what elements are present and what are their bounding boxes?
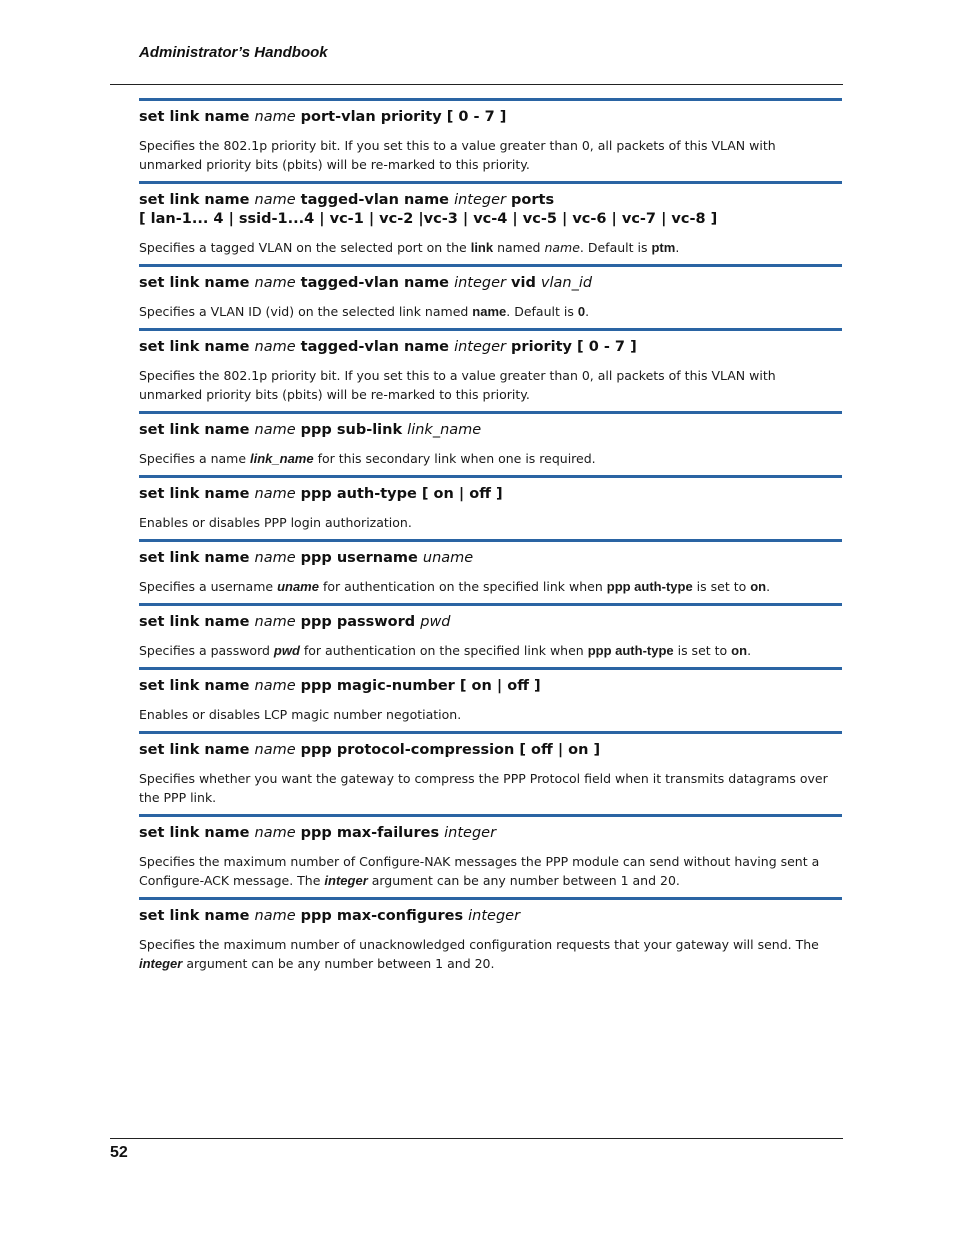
desc-bold: on bbox=[731, 643, 748, 658]
cmd-text: ppp username bbox=[295, 550, 423, 566]
cmd-param: name bbox=[254, 275, 296, 291]
desc-text: is set to bbox=[692, 579, 751, 594]
desc-text: Specifies the 802.1p priority bit. If you set this to a value greater than 0, all packets of this VLAN with unmarked priority bits (pbits) will be re-marked to this priority. bbox=[139, 368, 776, 402]
desc-text: is set to bbox=[673, 643, 732, 658]
desc-text: . bbox=[766, 579, 771, 594]
running-header-title: Administrator’s Handbook bbox=[139, 44, 328, 61]
desc-bold: on bbox=[750, 579, 767, 594]
cmd-param: name bbox=[254, 908, 296, 924]
cmd-text: ppp sub-link bbox=[295, 422, 408, 438]
cmd-text: set link name bbox=[139, 192, 255, 208]
cmd-param: name bbox=[254, 422, 296, 438]
desc-text: named bbox=[493, 240, 545, 255]
cmd-param: integer bbox=[454, 339, 506, 355]
entry-ppp-username bbox=[139, 539, 842, 603]
cmd-param: name bbox=[254, 614, 296, 630]
cmd-text: ppp auth-type [ on | off ] bbox=[295, 486, 503, 502]
cmd-param: name bbox=[254, 678, 296, 694]
cmd-param: name bbox=[254, 742, 296, 758]
cmd-text: port-vlan priority [ 0 - 7 ] bbox=[295, 109, 507, 125]
command-description bbox=[139, 302, 842, 321]
cmd-text: set link name bbox=[139, 339, 255, 355]
cmd-text: set link name bbox=[139, 825, 255, 841]
entry-tagged-vlan-vid bbox=[139, 264, 842, 328]
desc-text: Specifies the maximum number of Configure-NAK messages the PPP module can send without having sent a Configure-ACK message. The bbox=[139, 854, 820, 888]
entry-ppp-sub-link bbox=[139, 411, 842, 475]
cmd-text: ports bbox=[505, 192, 555, 208]
command-description bbox=[139, 513, 842, 532]
command-description bbox=[139, 366, 842, 404]
command-description bbox=[139, 577, 842, 596]
cmd-text: vid bbox=[505, 275, 541, 291]
desc-italic: name bbox=[544, 240, 580, 255]
cmd-text: ppp max-failures bbox=[295, 825, 445, 841]
desc-text: Specifies the 802.1p priority bit. If you set this to a value greater than 0, all packets of this VLAN with unmarked priority bits (pbits) will be re-marked to this priority. bbox=[139, 138, 776, 172]
entry-tagged-vlan-priority bbox=[139, 328, 842, 411]
cmd-text: ppp protocol-compression [ off | on ] bbox=[295, 742, 601, 758]
cmd-param: integer bbox=[468, 908, 521, 924]
command-description bbox=[139, 852, 842, 890]
command-description bbox=[139, 136, 842, 174]
desc-bold: ppp auth-type bbox=[587, 643, 674, 658]
entry-ppp-max-configures bbox=[139, 897, 842, 980]
entry-ppp-auth-type bbox=[139, 475, 842, 539]
command-syntax bbox=[139, 677, 842, 696]
command-syntax bbox=[139, 421, 842, 440]
desc-text: for authentication on the specified link when bbox=[299, 643, 588, 658]
command-syntax bbox=[139, 108, 842, 127]
cmd-text: tagged-vlan name bbox=[295, 339, 455, 355]
desc-text: for this secondary link when one is required. bbox=[313, 451, 596, 466]
command-syntax bbox=[139, 485, 842, 504]
command-description bbox=[139, 935, 842, 973]
desc-text: Specifies a name bbox=[139, 451, 251, 466]
cmd-text: set link name bbox=[139, 109, 255, 125]
desc-text: for authentication on the specified link when bbox=[318, 579, 607, 594]
desc-text: Specifies a tagged VLAN on the selected port on the bbox=[139, 240, 471, 255]
cmd-text: set link name bbox=[139, 678, 255, 694]
command-syntax bbox=[139, 338, 842, 357]
desc-text: . bbox=[675, 240, 680, 255]
desc-bold: link bbox=[470, 240, 494, 255]
desc-bold-italic: integer bbox=[324, 873, 368, 888]
command-syntax bbox=[139, 549, 842, 568]
cmd-param: name bbox=[254, 486, 296, 502]
command-syntax bbox=[139, 741, 842, 760]
desc-text: argument can be any number between 1 and 20. bbox=[182, 956, 495, 971]
cmd-param: integer bbox=[454, 275, 506, 291]
cmd-text: priority [ 0 - 7 ] bbox=[505, 339, 637, 355]
entry-tagged-vlan-ports bbox=[139, 181, 842, 264]
desc-bold-italic: uname bbox=[277, 579, 319, 594]
cmd-param: integer bbox=[454, 192, 506, 208]
command-description bbox=[139, 449, 842, 468]
cmd-text: set link name bbox=[139, 614, 255, 630]
cmd-param: name bbox=[254, 109, 296, 125]
desc-text: . bbox=[747, 643, 752, 658]
cmd-param: integer bbox=[444, 825, 497, 841]
desc-text: . Default is bbox=[506, 304, 578, 319]
command-syntax bbox=[139, 613, 842, 632]
command-reference-list bbox=[139, 98, 842, 980]
desc-bold-italic: pwd bbox=[273, 643, 300, 658]
desc-text: Specifies the maximum number of unacknowledged configuration requests that your gateway will send. The bbox=[139, 937, 819, 952]
desc-text: Specifies a password bbox=[139, 643, 274, 658]
page-number: 52 bbox=[110, 1144, 128, 1161]
desc-text: argument can be any number between 1 and 20. bbox=[367, 873, 680, 888]
entry-ppp-max-failures bbox=[139, 814, 842, 897]
desc-text: Specifies a username bbox=[139, 579, 278, 594]
cmd-text: [ lan-1... 4 | ssid-1...4 | vc-1 | vc-2 |vc-3 | vc-4 | vc-5 | vc-6 | vc-7 | vc-8 ] bbox=[139, 211, 718, 227]
header-rule bbox=[110, 84, 843, 85]
command-description bbox=[139, 769, 842, 807]
cmd-text: set link name bbox=[139, 275, 255, 291]
cmd-text: tagged-vlan name bbox=[295, 275, 455, 291]
cmd-text: set link name bbox=[139, 486, 255, 502]
command-syntax bbox=[139, 907, 842, 926]
desc-text: Specifies a VLAN ID (vid) on the selected link named bbox=[139, 304, 473, 319]
entry-ppp-magic-number bbox=[139, 667, 842, 731]
desc-text: . bbox=[585, 304, 590, 319]
desc-text: . Default is bbox=[579, 240, 652, 255]
desc-bold: name bbox=[472, 304, 507, 319]
cmd-param: vlan_id bbox=[540, 275, 593, 291]
command-description bbox=[139, 705, 842, 724]
cmd-text: ppp magic-number [ on | off ] bbox=[295, 678, 541, 694]
command-description bbox=[139, 641, 842, 660]
cmd-text: tagged-vlan name bbox=[295, 192, 455, 208]
cmd-param: name bbox=[254, 339, 296, 355]
desc-text: Specifies whether you want the gateway to compress the PPP Protocol field when it transmits datagrams over the PPP link. bbox=[139, 771, 828, 805]
cmd-param: name bbox=[254, 825, 296, 841]
cmd-param: uname bbox=[422, 550, 474, 566]
command-description bbox=[139, 238, 842, 257]
cmd-text: ppp max-configures bbox=[295, 908, 469, 924]
entry-ppp-password bbox=[139, 603, 842, 667]
desc-text: Enables or disables LCP magic number negotiation. bbox=[139, 707, 462, 722]
footer-rule bbox=[110, 1138, 843, 1139]
entry-ppp-protocol-compression bbox=[139, 731, 842, 814]
desc-bold: ppp auth-type bbox=[606, 579, 693, 594]
cmd-param: link_name bbox=[407, 422, 482, 438]
entry-port-vlan-priority bbox=[139, 98, 842, 181]
cmd-text: ppp password bbox=[295, 614, 421, 630]
desc-bold: 0 bbox=[577, 304, 586, 319]
desc-bold: ptm bbox=[651, 240, 676, 255]
cmd-text: set link name bbox=[139, 550, 255, 566]
desc-bold-italic: integer bbox=[139, 956, 183, 971]
command-syntax bbox=[139, 824, 842, 843]
desc-text: Enables or disables PPP login authorization. bbox=[139, 515, 412, 530]
cmd-text: set link name bbox=[139, 908, 255, 924]
cmd-param: name bbox=[254, 550, 296, 566]
cmd-text: set link name bbox=[139, 742, 255, 758]
cmd-param: pwd bbox=[420, 614, 451, 630]
cmd-text: set link name bbox=[139, 422, 255, 438]
desc-bold-italic: link_name bbox=[250, 451, 314, 466]
command-syntax bbox=[139, 274, 842, 293]
cmd-param: name bbox=[254, 192, 296, 208]
command-syntax bbox=[139, 191, 842, 229]
